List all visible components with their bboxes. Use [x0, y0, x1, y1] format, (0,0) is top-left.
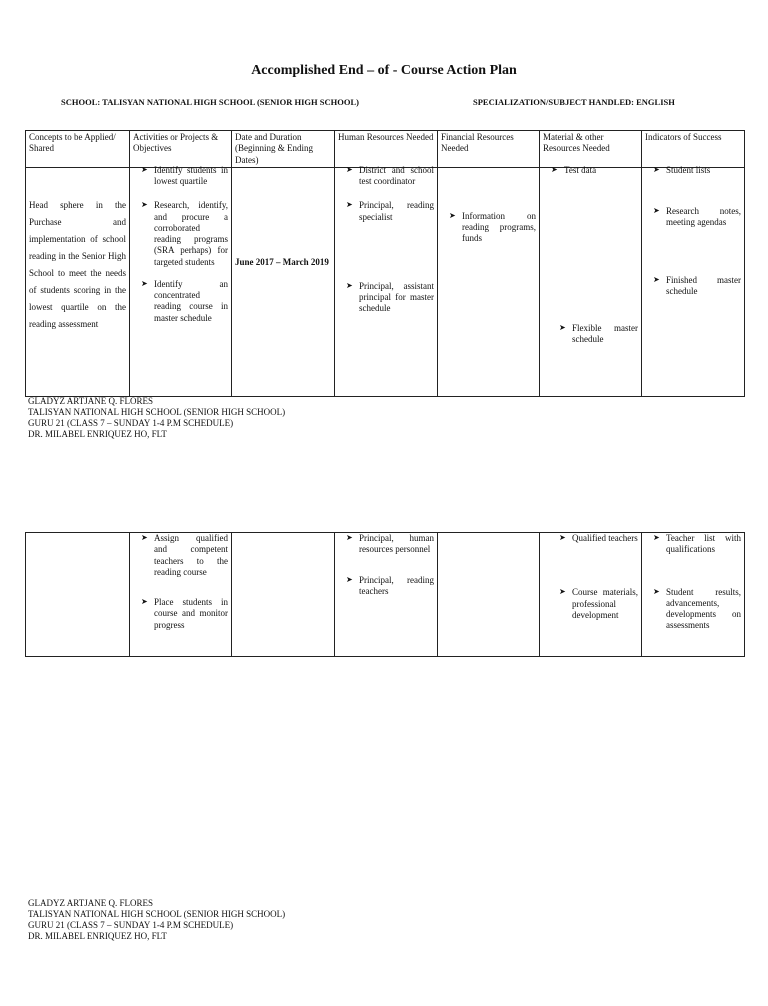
date-text: June 2017 – March 2019 — [235, 256, 329, 267]
list-item — [346, 200, 434, 223]
list-item — [141, 200, 228, 268]
instructor-name: DR. MILABEL ENRIQUEZ HO, FLT — [28, 429, 167, 439]
arrow-bullet-icon: ➤ — [346, 164, 353, 174]
arrow-bullet-icon: ➤ — [346, 574, 353, 584]
human-resource-text: Principal, human resources personnel — [359, 533, 434, 555]
arrow-bullet-icon: ➤ — [141, 200, 148, 210]
author-name: GLADYZ ARTJANE Q. FLORES — [28, 396, 153, 406]
list-item — [559, 323, 638, 346]
activities-cell — [130, 164, 232, 396]
table-header-row — [26, 131, 745, 168]
indicator-text: Teacher list with qualifications — [666, 533, 741, 555]
header-activities: Activities or Projects & Objectives — [130, 131, 232, 168]
list-item — [653, 165, 741, 176]
arrow-bullet-icon: ➤ — [141, 278, 148, 288]
activities-cell — [130, 533, 232, 657]
human-resource-text: Principal, reading specialist — [359, 200, 434, 222]
human-resource-text: Principal, reading teachers — [359, 574, 434, 596]
list-item — [449, 211, 536, 245]
arrow-bullet-icon: ➤ — [559, 323, 566, 332]
financial-resource-text: Information on reading programs, funds — [462, 210, 536, 244]
list-item — [653, 275, 741, 298]
material-resource-text: Qualified teachers — [572, 533, 638, 543]
list-item — [346, 165, 434, 188]
arrow-bullet-icon: ➤ — [653, 206, 660, 215]
signature-block-page-2 — [28, 898, 285, 942]
material-resource-text: Course materials, professional development — [572, 587, 638, 620]
indicators-cell — [642, 164, 745, 396]
list-item — [141, 597, 228, 631]
concept-text: Head sphere in the Purchase and implementation of school reading in the Senior High School to meet the needs of students scoring in the lowest quartile on the reading assessment — [29, 199, 126, 329]
author-name: GLADYZ ARTJANE Q. FLORES — [28, 898, 153, 908]
indicator-text: Finished master schedule — [666, 274, 741, 296]
arrow-bullet-icon: ➤ — [141, 597, 148, 606]
table-row — [26, 167, 745, 396]
list-item — [346, 533, 434, 556]
list-item — [346, 281, 434, 315]
arrow-bullet-icon: ➤ — [346, 533, 353, 542]
action-plan-table — [25, 130, 745, 397]
financial-resources-cell — [438, 167, 540, 396]
concept-cell — [26, 167, 130, 396]
action-plan-table-continued — [25, 532, 745, 657]
arrow-bullet-icon: ➤ — [653, 586, 660, 596]
header-human-resources: Human Resources Needed — [335, 131, 438, 168]
activity-text: Identify students in lowest quartile — [154, 164, 228, 186]
school-line: SCHOOL: TALISYAN NATIONAL HIGH SCHOOL (SENIOR HIGH SCHOOL) — [61, 97, 359, 107]
human-resources-cell — [335, 533, 438, 657]
activity-text: Identify an concentrated reading course in master schedule — [154, 278, 228, 323]
list-item — [653, 533, 741, 556]
material-resources-cell — [540, 164, 642, 396]
arrow-bullet-icon: ➤ — [653, 274, 660, 284]
concept-cell — [26, 533, 130, 657]
financial-resources-cell — [438, 533, 540, 657]
material-resources-cell — [540, 533, 642, 657]
header-material-resources: Material & other Resources Needed — [540, 131, 642, 168]
indicator-text: Student lists — [666, 164, 711, 175]
activity-text: Research, identify, and procure a corroborated reading programs (SRA perhaps) for targeted students — [154, 200, 228, 267]
guru-class: GURU 21 (CLASS 7 – SUNDAY 1-4 P.M SCHEDULE) — [28, 418, 234, 428]
table-row — [26, 533, 745, 657]
list-item — [141, 279, 228, 324]
page-title: Accomplished End – of - Course Action Plan — [251, 63, 517, 78]
header-concepts: Concepts to be Applied/ Shared — [26, 131, 130, 168]
author-school: TALISYAN NATIONAL HIGH SCHOOL (SENIOR HIGH SCHOOL) — [28, 909, 286, 919]
human-resources-cell — [335, 164, 438, 396]
guru-class: GURU 21 (CLASS 7 – SUNDAY 1-4 P.M SCHEDULE) — [28, 920, 234, 930]
activity-text: Assign qualified and competent teachers to the reading course — [154, 533, 228, 577]
list-item — [551, 165, 638, 176]
instructor-name: DR. MILABEL ENRIQUEZ HO, FLT — [28, 931, 167, 941]
list-item — [141, 165, 228, 188]
list-item — [653, 587, 741, 632]
human-resource-text: Principal, assistant principal for master schedule — [359, 280, 434, 314]
arrow-bullet-icon: ➤ — [141, 164, 148, 174]
arrow-bullet-icon: ➤ — [346, 200, 353, 210]
arrow-bullet-icon: ➤ — [653, 533, 660, 542]
list-item — [653, 206, 741, 229]
list-item — [141, 533, 228, 578]
date-cell — [232, 167, 335, 396]
material-resource-text: Flexible master schedule — [572, 323, 638, 345]
arrow-bullet-icon: ➤ — [449, 210, 456, 220]
activity-text: Place students in course and monitor progress — [154, 597, 228, 630]
arrow-bullet-icon: ➤ — [141, 533, 148, 542]
arrow-bullet-icon: ➤ — [346, 280, 353, 290]
material-resource-text: Test data — [564, 164, 597, 175]
arrow-bullet-icon: ➤ — [559, 587, 566, 597]
author-school: TALISYAN NATIONAL HIGH SCHOOL (SENIOR HIGH SCHOOL) — [28, 407, 286, 417]
arrow-bullet-icon: ➤ — [559, 533, 566, 542]
list-item — [559, 587, 638, 621]
indicator-text: Research notes, meeting agendas — [666, 206, 741, 228]
indicators-cell — [642, 533, 745, 657]
header-date: Date and Duration (Beginning & Ending Dates) — [232, 131, 335, 168]
specialization-line: SPECIALIZATION/SUBJECT HANDLED: ENGLISH — [473, 97, 675, 107]
date-cell — [232, 533, 335, 657]
indicator-text: Student results, advancements, developments on assessments — [666, 586, 741, 631]
list-item — [346, 575, 434, 598]
arrow-bullet-icon: ➤ — [653, 164, 660, 174]
list-item — [559, 533, 638, 544]
header-financial-resources: Financial Resources Needed — [438, 131, 540, 168]
arrow-bullet-icon: ➤ — [551, 164, 558, 174]
header-indicators: Indicators of Success — [642, 131, 745, 168]
human-resource-text: District and school test coordinator — [359, 164, 434, 186]
signature-block — [28, 396, 285, 440]
